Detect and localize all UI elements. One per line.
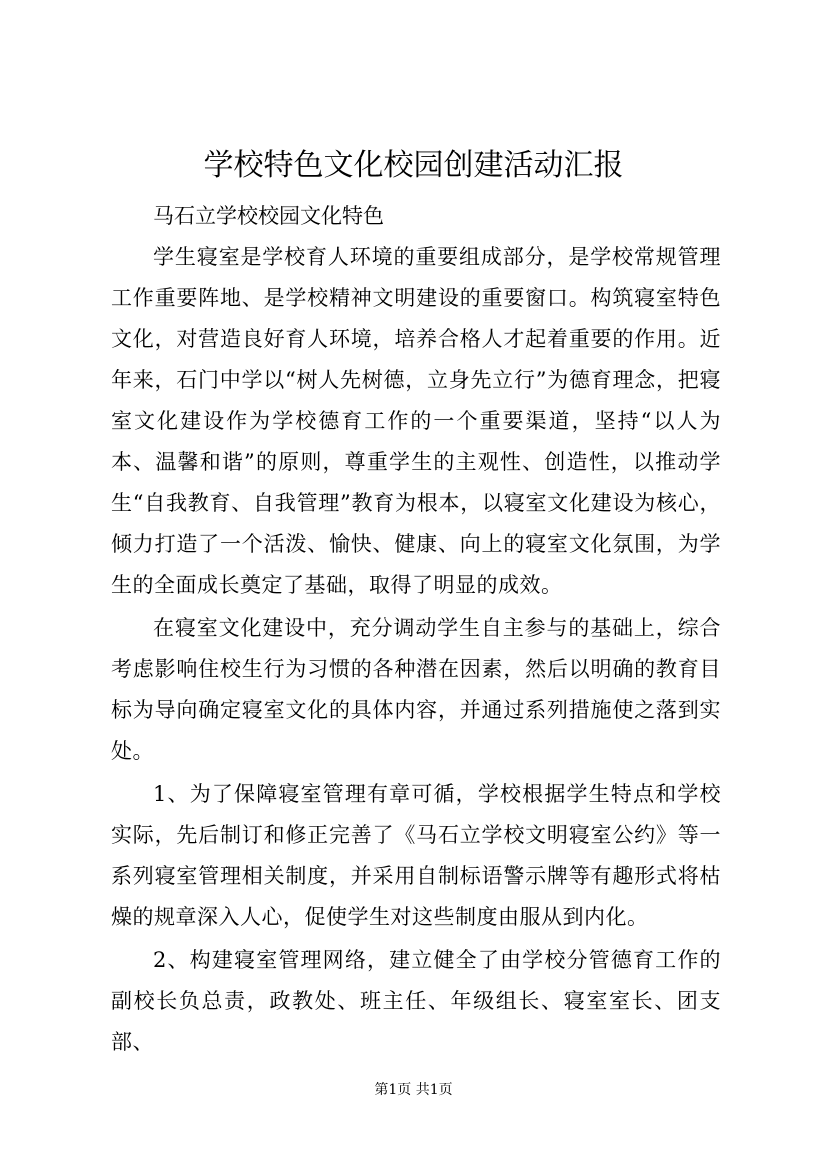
- paragraph-3: 1、为了保障寝室管理有章可循，学校根据学生特点和学校实际，先后制订和修正完善了《马石立学校文明寝室公约》等一系列寝室管理相关制度，并采用自制标语警示牌等有趣形式将枯燥的规章深入人心，促使学生对这些制度由服从到内化。: [111, 782, 721, 929]
- page-footer: 第1页 共1页: [374, 1082, 453, 1098]
- paragraph-1: 学生寝室是学校育人环境的重要组成部分，是学校常规管理工作重要阵地、是学校精神文明建设的重要窗口。构筑寝室特色文化，对营造良好育人环境，培养合格人才起着重要的作用。近年来，石门中学以“树人先树德，立身先立行”为德育理念，把寝室文化建设作为学校德育工作的一个重要渠道，坚持“以人为本、温馨和谐”的原则，尊重学生的主观性、创造性，以推动学生“自我教育、自我管理”教育为根本，以寝室文化建设为核心，倾力打造了一个活泼、愉快、健康、向上的寝室文化氛围，为学生的全面成长奠定了基础，取得了明显的成效。: [111, 245, 721, 597]
- document-subtitle: 马石立学校校园文化特色: [153, 204, 384, 228]
- document-body: [111, 196, 721, 1063]
- paragraph-2: 在寝室文化建设中，充分调动学生自主参与的基础上，综合考虑影响住校生行为习惯的各种潜在因素，然后以明确的教育目标为导向确定寝室文化的具体内容，并通过系列措施使之落到实处。: [111, 616, 721, 763]
- document-title: 学校特色文化校园创建活动汇报: [203, 148, 624, 183]
- paragraph-4: 2、构建寝室管理网络，建立健全了由学校分管德育工作的副校长负总责，政教处、班主任、年级组长、寝室室长、团支部、: [111, 948, 721, 1054]
